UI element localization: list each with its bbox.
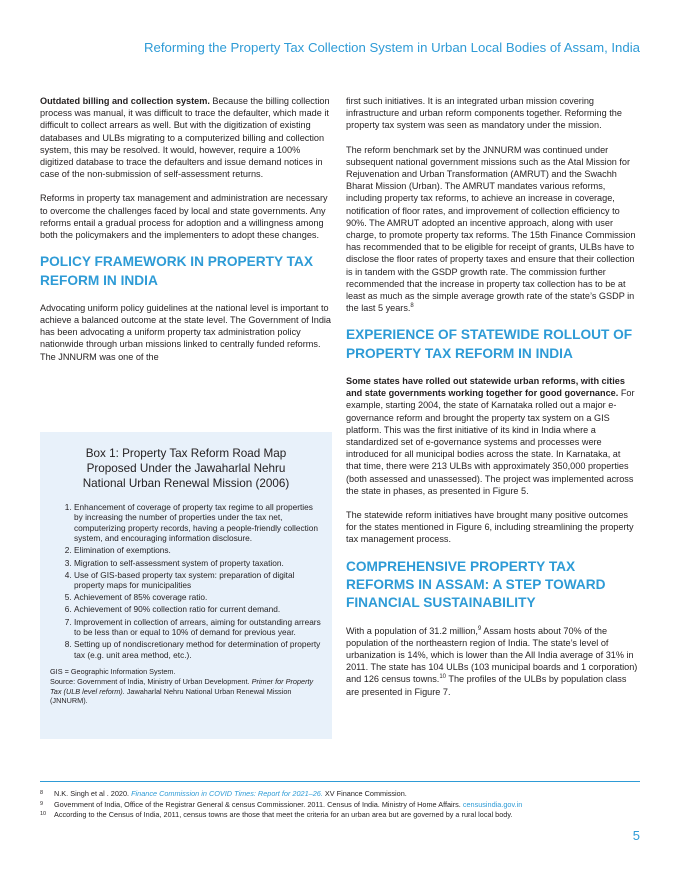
paragraph-text: The profiles of the ULBs by population class are presented in Figure 7. <box>346 674 627 697</box>
roadmap-box <box>40 432 332 739</box>
source-title: Primer for Property Tax (ULB level reform). <box>50 677 314 696</box>
paragraph-text: With a population of 31.2 million, <box>346 625 478 636</box>
footnote-number: 10 <box>40 811 47 817</box>
section-heading: EXPERIENCE OF STATEWIDE ROLLOUT OF PROPERTY TAX REFORM IN INDIA <box>346 327 633 361</box>
running-title: Reforming the Property Tax Collection System in Urban Local Bodies of Assam, India <box>144 40 640 55</box>
footnote-text: Government of India, Office of the Registrar General & census Commissioner. 2011. Census of India. Ministry of Home Affairs. <box>54 799 463 809</box>
paragraph-lead: Outdated billing and collection system. <box>40 96 210 106</box>
paragraph <box>346 144 638 315</box>
paragraph <box>346 375 638 497</box>
list-item: 7. Improvement in collection of arrears, aiming for outstanding arrears to be less than or equal to 10% of demand for previous year. <box>74 617 322 638</box>
list-item: 3. Migration to self-assessment system of property taxation. <box>74 558 322 569</box>
footnote <box>40 800 640 811</box>
source-text: Source: Government of India, Ministry of Urban Development. <box>50 677 252 687</box>
footnote <box>40 789 640 800</box>
paragraph-text: Because the billing collection process was manual, it was difficult to trace the defaulter, which made it difficult to collect arrears as well. But with the digitization of existing databases and ULBs migrating to a computerized billing and collection system, this may be resolved. It would, however, require a 100% digitized database to trace the defaulters and issue demand notices in case of the non-submission of self-assessment returns. <box>40 96 330 180</box>
footnote-text: According to the Census of India, 2011, census towns are those that meet the criteria for an urban area but are governed by a rural local body. <box>54 810 513 819</box>
paragraph-text: For example, starting 2004, the state of Karnataka rolled out a major e-governance reform and brought the property tax system on a GIS platform. This was the first initiative of its kind in India where a standardized set of e-governance systems and processes were introduced for all municipal bodies across the state. In Karnataka, at that time, there were 213 ULBs with approximately 350,000 properties (both assessed and unassessed). The project was implemented across the state in phases, as presented in Figure 5. <box>346 388 635 496</box>
footnote <box>40 810 640 821</box>
paragraph: first such initiatives. It is an integrated urban mission covering infrastructure and urban reform components together. Reforming the property tax system was seen as mandatory under the mission. <box>346 96 622 131</box>
source-text: Jawaharlal Nehru National Urban Renewal Mission (JNNURM). <box>50 686 292 706</box>
footnote-number: 9 <box>40 800 44 807</box>
footnote-ref[interactable]: 8 <box>410 303 414 310</box>
box-list <box>50 502 322 661</box>
list-item: 5. Achievement of 85% coverage ratio. <box>74 592 322 603</box>
list-item: 8. Setting up of nondiscretionary method for determination of property tax (e.g. unit area method, etc.). <box>74 639 322 660</box>
footnote-text: XV Finance Commission. <box>322 789 407 798</box>
footnote-ref[interactable]: 10 <box>439 674 447 681</box>
footnotes <box>40 789 640 821</box>
footnote-divider <box>40 781 640 782</box>
paragraph: Advocating uniform policy guidelines at the national level is important to achieve a balanced outcome at the state level. The Government of India has been advocating a uniform property tax administration policy nationwide through urban missions linked to centrally funded reforms. The JNNURM was one of the <box>40 302 331 362</box>
box-notes <box>50 667 322 705</box>
footnote-link[interactable]: censusindia.gov.in <box>462 799 523 809</box>
footnote-link[interactable]: Finance Commission in COVID Times: Report for 2021–26. <box>131 789 323 798</box>
box-title: Box 1: Property Tax Reform Road Map Proposed Under the Jawaharlal Nehru National Urban Renewal Mission (2006) <box>82 447 290 491</box>
footnote-number: 8 <box>40 790 44 796</box>
paragraph-text: The reform benchmark set by the JNNURM was continued under subsequent national government missions such as the Atal Mission for Rejuvenation and Urban Transformation (AMRUT) and the Swachh Bharat Mission (Urban). The AMRUT mandates various reforms, including property tax reforms, to achieve an increase in coverage, notification of floor rates, and improvement of collection efficiency to 90%. The AMRUT adopted an incentive approach, along with user charge, to promote property tax reforms. The 15th Finance Commission has recommended that to be eligible for receipt of grants, ULBs have to disclose the floor rates of property taxes and ensure that their collection is in tandem with the GSDP growth rate. The commission further recommended that the increase in property tax collection has to be at least as much as the simple average growth rate of the state’s GSDP in the last 5 years. <box>346 144 636 314</box>
paragraph <box>346 625 638 698</box>
abbreviation-note: GIS = Geographic Information System. <box>50 667 176 677</box>
page-number: 5 <box>632 828 640 843</box>
list-item: 1. Enhancement of coverage of property tax regime to all properties by increasing the number of properties under the tax net, computerizing property records, having a people-friendly collection system, and encouraging information disclosure. <box>74 502 322 544</box>
paragraph-lead: Some states have rolled out statewide urban reforms, with cities and state governments working together for good governance. <box>346 376 625 399</box>
footnote-text: N.K. Singh et al . 2020. <box>54 789 132 798</box>
left-column <box>40 95 332 375</box>
list-item: 6. Achievement of 90% collection ratio for current demand. <box>74 604 322 615</box>
paragraph-text: Assam hosts about 70% of the population of the northeastern region of India. The state’s level of urbanization is 14%, which is lower than the All India average of 31% in 2011. The state has 104 ULBs (103 municipal boards and 1 corporation) and 126 census towns. <box>346 625 638 685</box>
paragraph <box>40 95 332 180</box>
right-column <box>346 95 638 710</box>
footnote-ref[interactable]: 9 <box>477 625 482 632</box>
list-item: 4. Use of GIS-based property tax system: preparation of digital property maps for municipalities <box>74 570 322 591</box>
section-heading: POLICY FRAMEWORK IN PROPERTY TAX REFORM IN INDIA <box>40 254 314 288</box>
section-heading: COMPREHENSIVE PROPERTY TAX REFORMS IN ASSAM: A STEP TOWARD FINANCIAL SUSTAINABILITY <box>346 558 606 611</box>
list-item: 2. Elimination of exemptions. <box>74 545 322 556</box>
source-note <box>50 677 322 706</box>
paragraph: The statewide reform initiatives have brought many positive outcomes for the states mentioned in Figure 6, including streamlining the property tax management process. <box>346 510 634 545</box>
paragraph: Reforms in property tax management and administration are necessary to overcome the challenges faced by local and state governments. Any reforms entail a gradual process for adoption and a willingness among both the policymakers and the implementers to adopt these changes. <box>40 193 328 241</box>
